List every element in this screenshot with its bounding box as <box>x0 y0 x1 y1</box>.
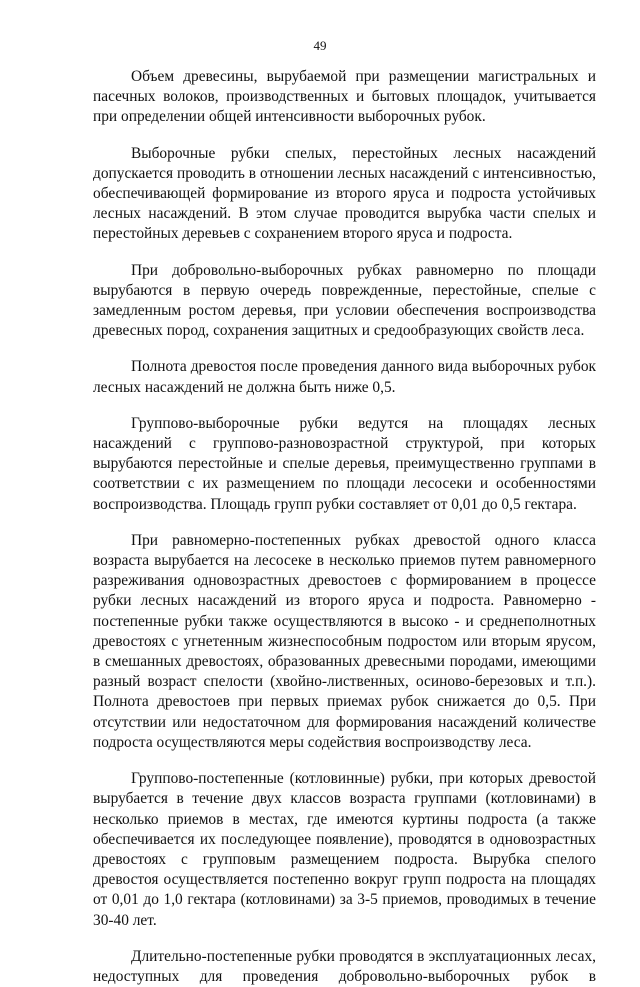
paragraph-wood-volume: Объем древесины, вырубаемой при размещении магистральных и пасечных волоков, производственных и бытовых площадок, учитывается при определении общей интенсивности выборочных рубок. <box>93 68 596 126</box>
paragraph-voluntary-selective: При добровольно-выборочных рубках равномерно по площади вырубаются в первую очередь поврежденные, перестойные, спелые с замедленным ростом деревья, при условии обеспечения воспроизводства древесных пород, сохранения защитных и средообразующих свойств леса. <box>93 261 596 340</box>
page-number: 49 <box>313 38 327 53</box>
paragraph-selective-cutting: Выборочные рубки спелых, перестойных лесных насаждений допускается проводить в отношении лесных насаждений с интенсивностью, обеспечивающей формирование из второго яруса и подроста устойчивых лесных насаждений. В этом случае проводится вырубка части спелых и перестойных деревьев с сохранением второго яруса и подроста. <box>93 144 596 243</box>
paragraph-group-selective: Группово-выборочные рубки ведутся на площадях лесных насаждений с группово-разновозрастной структурой, при которых вырубаются перестойные и спелые деревья, преимущественно группами в соответствии с их размещением по площади лесосеки и особенностями воспроизводства. Площадь групп рубки составляет от 0,01 до 0,5 гектара. <box>93 414 596 513</box>
paragraph-stand-density: Полнота древостоя после проведения данного вида выборочных рубок лесных насаждений не должна быть ниже 0,5. <box>93 358 596 396</box>
page-body <box>93 67 596 987</box>
paragraph-group-gradual: Группово-постепенные (котловинные) рубки, при которых древостой вырубается в течение двух классов возраста группами (котловинами) в несколько приемов в местах, где имеются куртины подроста (а также обеспечивается их последующее появление), проводятся в одновозрастных древостоях с групповым размещением подроста. Вырубка спелого древостоя осуществляется постепенно вокруг групп подроста на площадях от 0,01 до 1,0 гектара (котловинами) за 3-5 приемов, проводимых в течение 30-40 лет. <box>93 770 596 929</box>
paragraph-long-gradual: Длительно-постепенные рубки проводятся в эксплуатационных лесах, недоступных для проведения добровольно-выборочных рубок в <box>93 947 596 985</box>
paragraph-uniform-gradual: При равномерно-постепенных рубках древостой одного класса возраста вырубается на лесосеке в несколько приемов путем равномерного разреживания одновозрастных древостоев с формированием в процессе рубки лесных насаждений из второго яруса и подроста. Равномерно - постепенные рубки также осуществляются в высоко - и среднеполнотных древостоях с угнетенным жизнеспособным подростом или вторым ярусом, в смешанных древостоях, образованных древесными породами, имеющими разный возраст спелости (хвойно-лиственных, осиново-березовых и т.п.). Полнота древостоев при первых приемах рубок снижается до 0,5. При отсутствии или недостаточном для формирования насаждений количестве подроста осуществляются меры содействия воспроизводству леса. <box>93 531 596 751</box>
